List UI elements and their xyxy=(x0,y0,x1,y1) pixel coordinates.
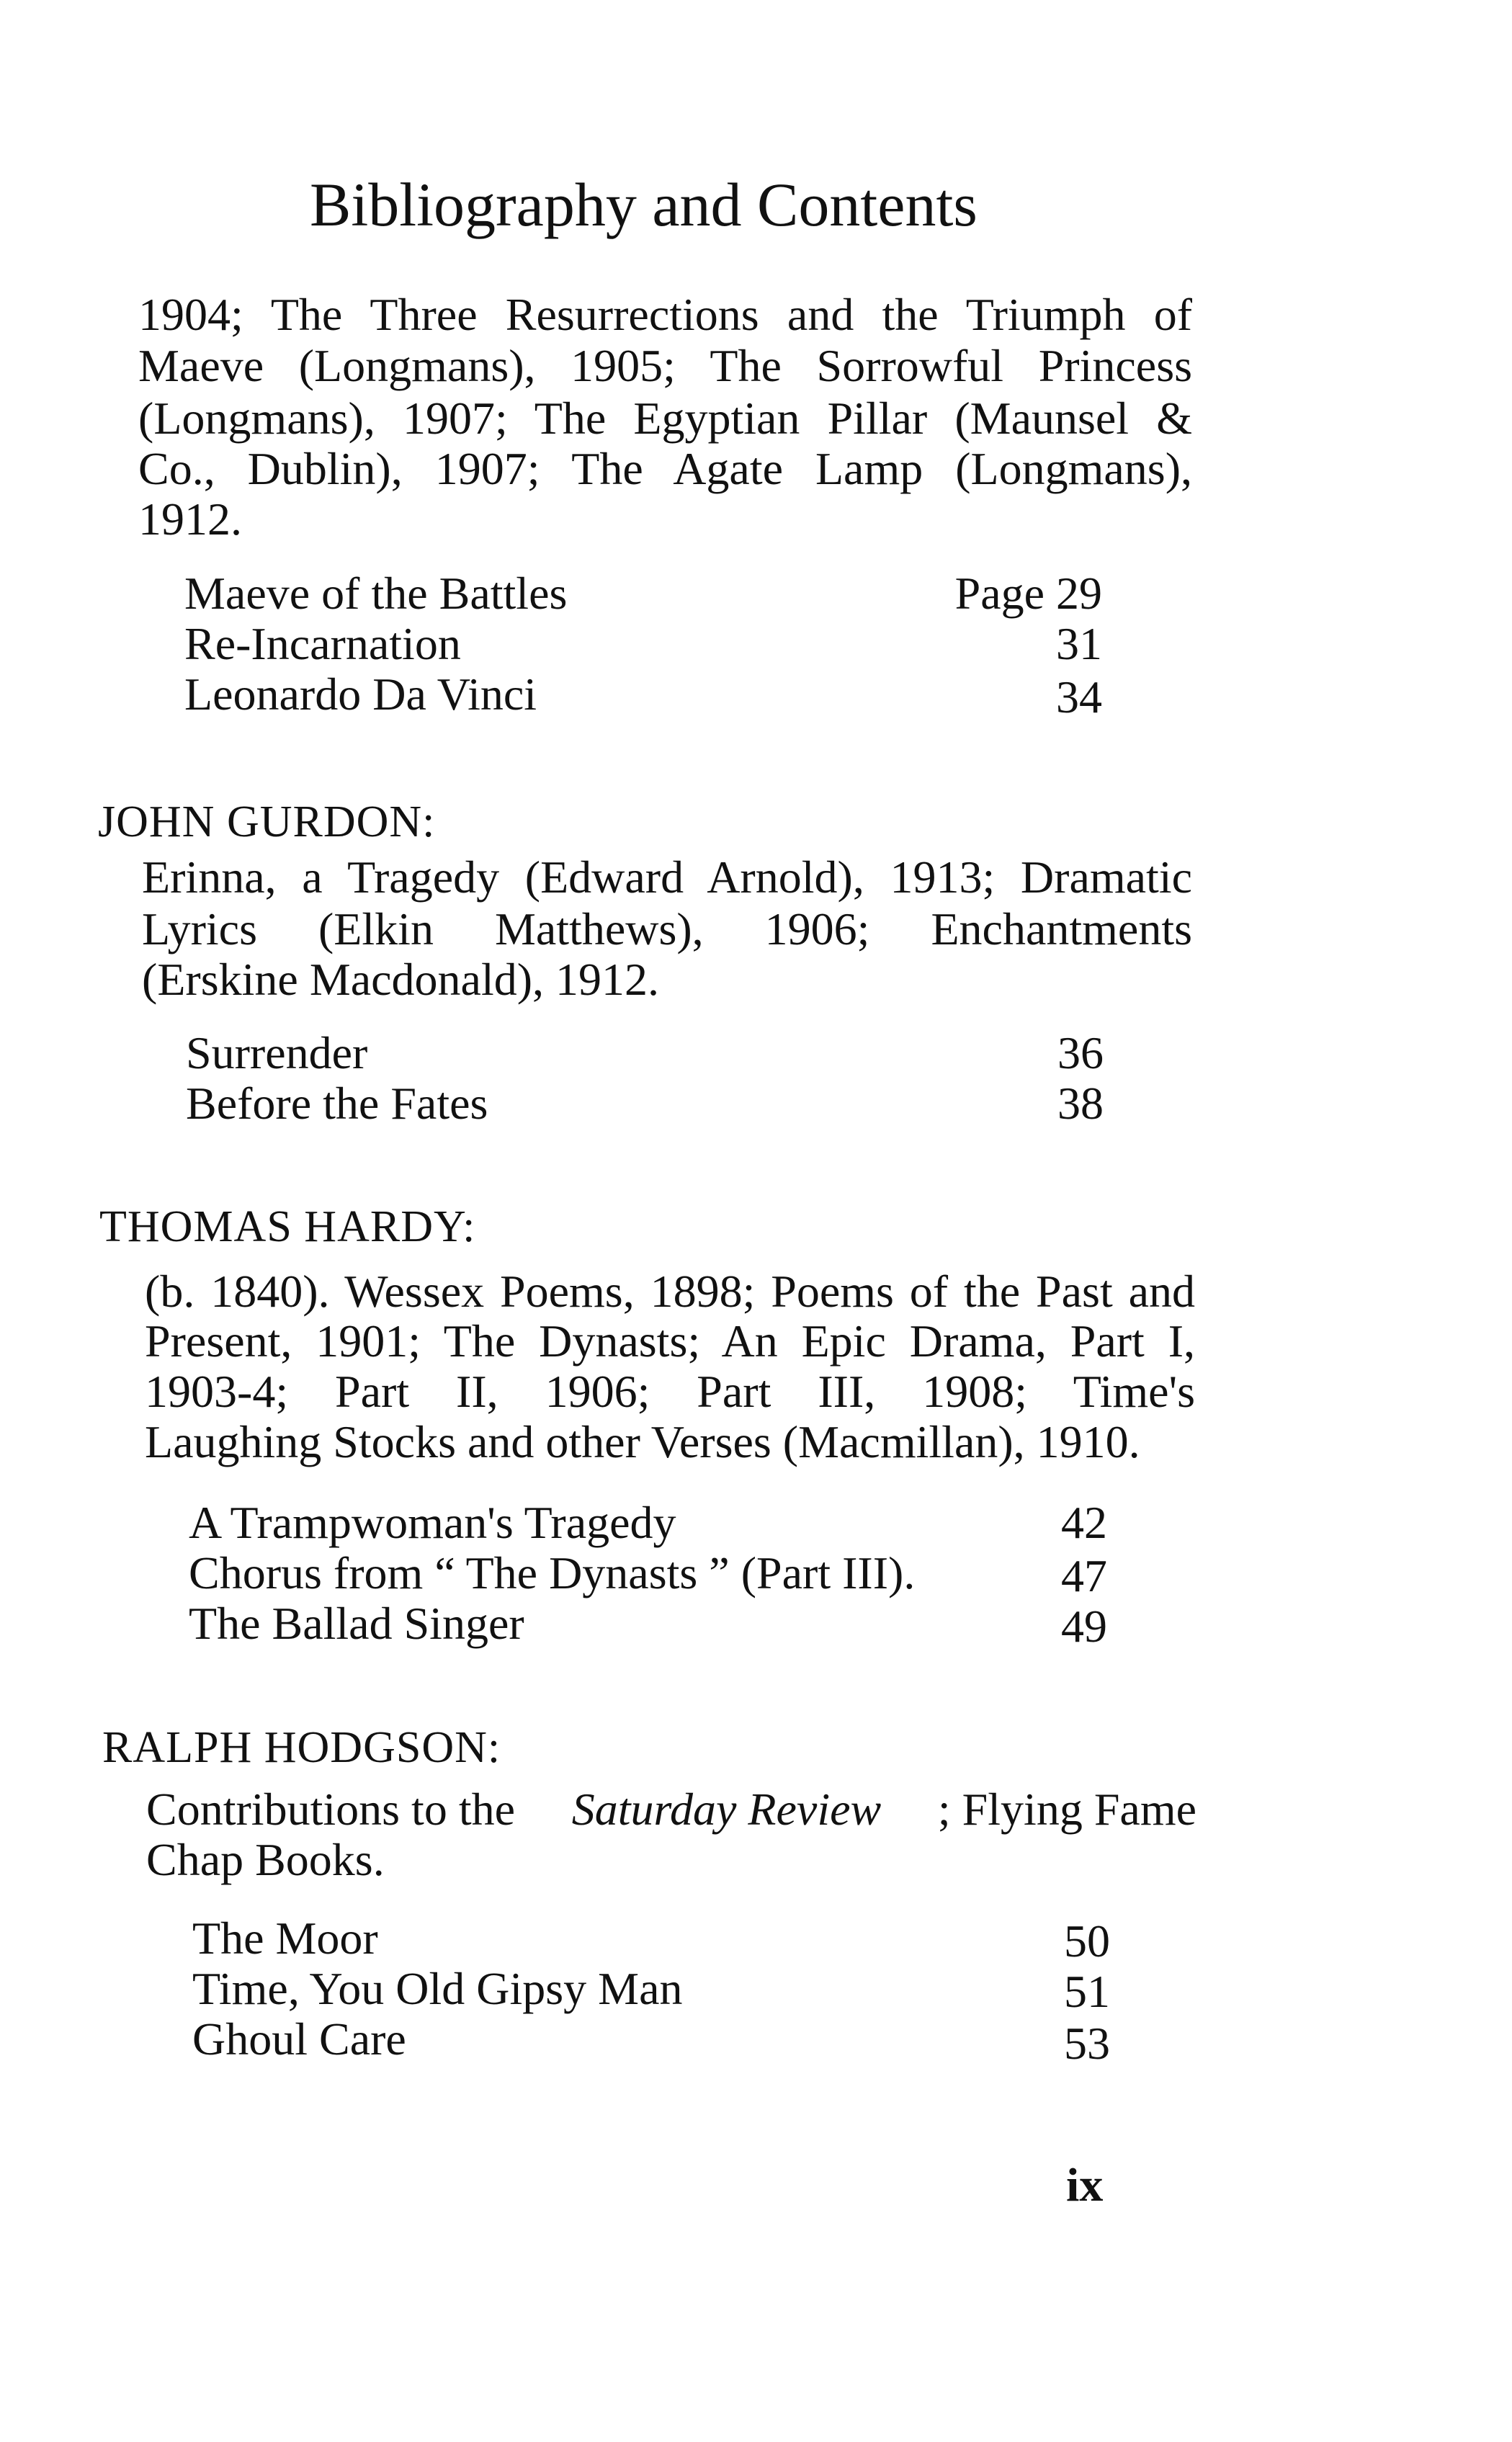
contents-entry-page: 36 xyxy=(1057,1027,1104,1078)
page-title: Bibliography and Contents xyxy=(310,170,978,239)
contents-entry-page: 42 xyxy=(1061,1497,1107,1548)
contents-entry-page: 50 xyxy=(1064,1915,1110,1967)
bibliography-line: Co., Dublin), 1907; The Agate Lamp (Longmans), xyxy=(138,443,1192,494)
contents-entry-title: Surrender xyxy=(186,1027,368,1078)
contents-entry-title: Maeve of the Battles xyxy=(184,568,568,619)
contents-entry-page: 34 xyxy=(1056,671,1102,723)
contents-entry-title: Re-Incarnation xyxy=(184,618,461,669)
author-heading: JOHN GURDON: xyxy=(98,797,436,846)
bibliography-line: 1912. xyxy=(138,493,242,545)
bibliography-line: Laughing Stocks and other Verses (Macmillan), 1910. xyxy=(145,1416,1140,1467)
bibliography-text: ; Flying Fame xyxy=(937,1784,1196,1835)
contents-entry-title: Chorus from “ The Dynasts ” (Part III). xyxy=(189,1547,916,1598)
contents-entry-title: Ghoul Care xyxy=(192,2013,406,2065)
contents-entry-page: 47 xyxy=(1061,1550,1107,1601)
bibliography-line: 1904; The Three Resurrections and the Triumph of xyxy=(138,289,1192,340)
bibliography-line: Chap Books. xyxy=(146,1834,385,1885)
bibliography-line: Present, 1901; The Dynasts; An Epic Drama, Part I, xyxy=(145,1315,1195,1367)
bibliography-line: (Longmans), 1907; The Egyptian Pillar (Maunsel & xyxy=(138,393,1192,444)
page-number: ix xyxy=(1066,2159,1104,2211)
bibliography-line: Maeve (Longmans), 1905; The Sorrowful Princess xyxy=(138,340,1192,391)
bibliography-line: (Erskine Macdonald), 1912. xyxy=(142,954,660,1005)
contents-entry-page: 38 xyxy=(1057,1078,1104,1129)
contents-entry-page: 49 xyxy=(1061,1601,1107,1652)
contents-entry-page: 53 xyxy=(1064,2018,1110,2069)
bibliography-line: Erinna, a Tragedy (Edward Arnold), 1913; Dramatic xyxy=(142,851,1192,903)
contents-entry-title: The Ballad Singer xyxy=(189,1598,524,1649)
contents-entry-title: Time, You Old Gipsy Man xyxy=(192,1963,683,2014)
contents-entry-title: Before the Fates xyxy=(186,1078,488,1129)
bibliography-text: Contributions to the xyxy=(146,1784,515,1835)
author-heading: THOMAS HARDY: xyxy=(99,1202,476,1251)
publication-title: Saturday Review xyxy=(571,1784,882,1835)
bibliography-line xyxy=(146,1784,1196,1835)
bibliography-line: Lyrics (Elkin Matthews), 1906; Enchantments xyxy=(142,903,1192,954)
author-heading: RALPH HODGSON: xyxy=(102,1723,501,1772)
contents-entry-title: A Trampwoman's Tragedy xyxy=(189,1497,676,1548)
contents-entry-page: 31 xyxy=(1056,618,1102,669)
contents-entry-page: Page 29 xyxy=(954,568,1102,619)
contents-entry-title: Leonardo Da Vinci xyxy=(184,668,537,720)
bibliography-line: 1903-4; Part II, 1906; Part III, 1908; Time's xyxy=(145,1366,1195,1417)
contents-entry-title: The Moor xyxy=(192,1913,378,1964)
bibliography-line: (b. 1840). Wessex Poems, 1898; Poems of the Past and xyxy=(145,1266,1195,1317)
contents-entry-page: 51 xyxy=(1064,1966,1110,2017)
